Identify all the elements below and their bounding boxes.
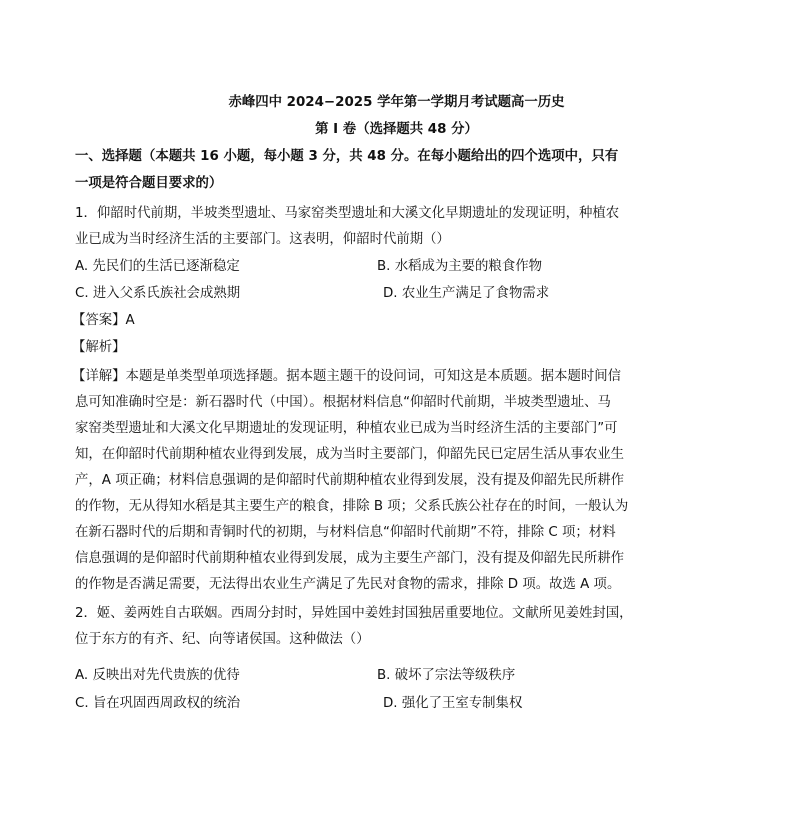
q2-stem-line-2: 位于东方的有齐、纪、向等诸侯国。这种做法（）	[75, 632, 370, 647]
q1-detail-line: 的作物，无从得知水稻是其主要生产的粮食，排除 B 项；父系氏族公社存在的时间，一般认为	[75, 499, 629, 514]
q2-stem-line-1: 2．姬、姜两姓自古联姻。西周分封时，异姓国中姜姓封国独居重要地位。文献所见姜姓封国，	[75, 606, 633, 621]
q1-option-a: A. 先民们的生活已逐渐稳定	[75, 259, 240, 274]
q1-detail-line: 知，在仰韶时代前期种植农业得到发展，成为当时主要部门，仰韶先民已定居生活从事农业生	[75, 447, 625, 462]
q1-answer: 【答案】A	[72, 313, 135, 328]
q2-option-a: A. 反映出对先代贵族的优待	[75, 668, 240, 683]
q1-option-c: C. 进入父系氏族社会成熟期	[75, 286, 241, 301]
q1-stem-line-1: 1．仰韶时代前期，半坡类型遗址、马家窑类型遗址和大溪文化早期遗址的发现证明，种植农	[75, 206, 620, 221]
instructions-line-2: 一项是符合题目要求的）	[75, 176, 223, 191]
q1-detail-line: 的作物是否满足需要，无法得出农业生产满足了先民对食物的需求，排除 D 项。故选 A 项。	[75, 577, 621, 592]
q1-option-d: D. 农业生产满足了食物需求	[383, 286, 550, 301]
instructions-line-1: 一、选择题（本题共 16 小题，每小题 3 分，共 48 分。在每小题给出的四个选项中，只有	[75, 149, 619, 164]
q2-option-b: B. 破坏了宗法等级秩序	[377, 668, 516, 683]
q1-detail-line: 家窑类型遗址和大溪文化早期遗址的发现证明，种植农业已成为当时经济生活的主要部门”可	[75, 421, 618, 436]
q1-detail-line: 【详解】本题是单类型单项选择题。据本题主题干的设问词，可知这是本质题。据本题时间信	[72, 369, 622, 384]
q2-option-d: D. 强化了王室专制集权	[383, 696, 523, 711]
exam-title: 赤峰四中 2024−2025 学年第一学期月考试题高一历史	[228, 95, 565, 110]
q1-detail-line: 信息强调的是仰韶时代前期种植农业得到发展，成为主要生产部门，没有提及仰韶先民所耕作	[75, 551, 625, 566]
q1-option-b: B. 水稻成为主要的粮食作物	[377, 259, 542, 274]
q1-detail-line: 在新石器时代的后期和青铜时代的初期，与材料信息“仰韶时代前期”不符，排除 C 项；材料	[75, 525, 616, 540]
q2-option-c: C. 旨在巩固西周政权的统治	[75, 696, 241, 711]
q1-analysis-label: 【解析】	[72, 340, 126, 355]
section-heading: 第 I 卷（选择题共 48 分）	[315, 122, 478, 137]
q1-stem-line-2: 业已成为当时经济生活的主要部门。这表明，仰韶时代前期（）	[75, 232, 450, 247]
q1-detail-line: 息可知准确时空是：新石器时代（中国）。根据材料信息“仰韶时代前期，半坡类型遗址、马	[75, 395, 611, 410]
q1-detail-line: 产，A 项正确；材料信息强调的是仰韶时代前期种植农业得到发展，没有提及仰韶先民所耕作	[75, 473, 625, 488]
